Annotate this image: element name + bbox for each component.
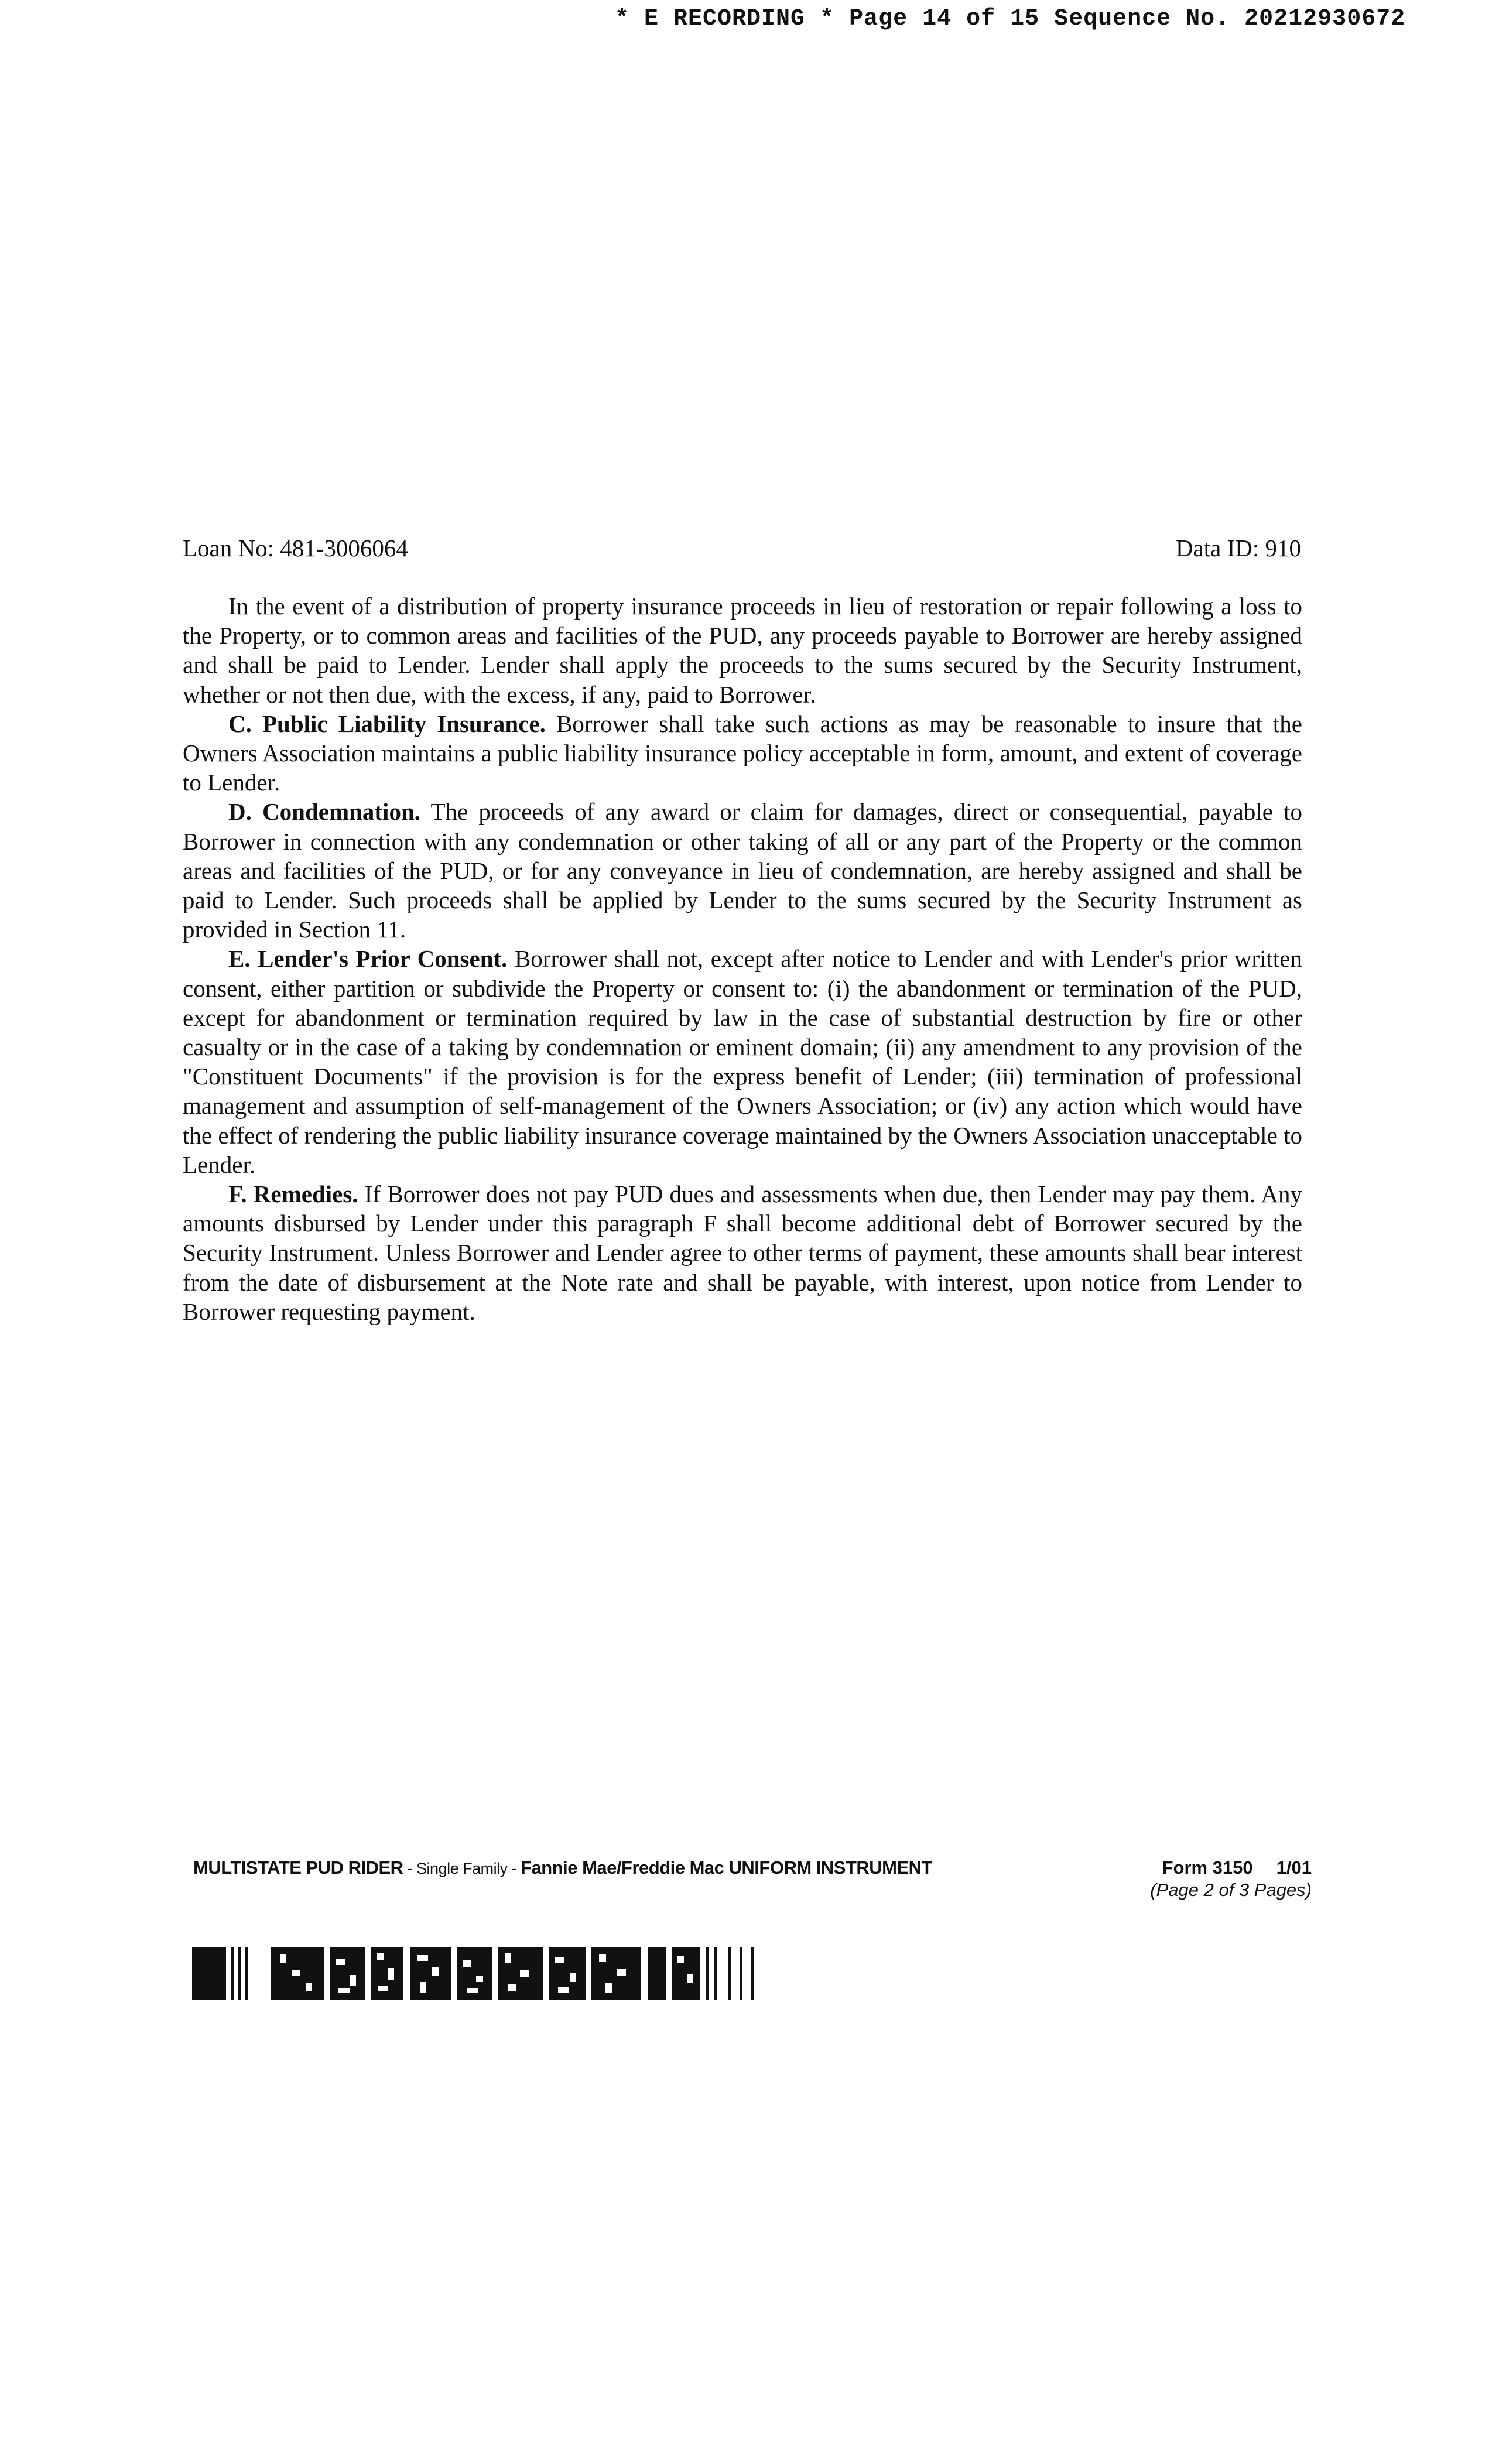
paragraph-c-public-liability [183, 709, 1302, 798]
heading-d: D. Condemnation. [228, 798, 421, 826]
footer-form-info [1130, 1857, 1312, 1901]
footer-title-part-3: Fannie Mae/Freddie Mac UNIFORM INSTRUMENT [521, 1857, 932, 1878]
text-e: Borrower shall not, except after notice to Lender and with Lender's prior written consent, either partition or subdivide the Property or consent to: (i) the abandonment or termination of the PUD, except for abandonment or termination required by law in the case of substantial destruction by fire or other casualty or in the case of a taking by condemnation or eminent domain; (ii) any amendment to any provision of the "Constituent Documents" if the provision is for the express benefit of Lender; (iii) termination of professional management and assumption of self-management of the Owners Association; or (iv) any action which would have the effect of rendering the public liability insurance coverage maintained by the Owners Association unacceptable to Lender. [183, 945, 1302, 1178]
paragraph-e-prior-consent [183, 944, 1302, 1179]
text-f: If Borrower does not pay PUD dues and assessments when due, then Lender may pay them. Any amounts disbursed by Lender under this paragraph F shall become additional debt of Borrower secured by the Security Instrument. Unless Borrower and Lender agree to other terms of payment, these amounts shall bear interest from the date of disbursement at the Note rate and shall be payable, with interest, upon notice from Lender to Borrower requesting payment. [183, 1180, 1302, 1325]
page-count: (Page 2 of 3 Pages) [1150, 1880, 1312, 1900]
paragraph-insurance-proceeds: In the event of a distribution of property insurance proceeds in lieu of restoration or repair following a loss to the Property, or to common areas and facilities of the PUD, any proceeds payable to Borrower are hereby assigned and shall be paid to Lender. Lender shall apply the proceeds to the sums secured by the Security Instrument, whether or not then due, with the excess, if any, paid to Borrower. [183, 593, 1302, 708]
barcode-image [192, 1947, 781, 2000]
data-id: Data ID: 910 [1175, 535, 1301, 562]
footer-title-part-1: MULTISTATE PUD RIDER [193, 1857, 403, 1878]
footer-rider-title [193, 1857, 932, 1878]
text-d: The proceeds of any award or claim for damages, direct or consequential, payable to Borrower in connection with any condemnation or other taking of all or any part of the Property or the common areas and facilities of the PUD, or for any conveyance in lieu of condemnation, are hereby assigned and shall be paid to Lender. Such proceeds shall be applied by Lender to the sums secured by the Security Instrument as provided in Section 11. [183, 798, 1302, 943]
text-c: Borrower shall take such actions as may be reasonable to insure that the Owners Association maintains a public liability insurance policy acceptable in form, amount, and extent of coverage to Lender. [183, 710, 1303, 796]
heading-e: E. Lender's Prior Consent. [228, 945, 508, 973]
loan-info-line [183, 534, 1301, 562]
form-number-line [1130, 1857, 1312, 1878]
form-date: 1/01 [1276, 1857, 1312, 1878]
footer-title-part-2: - Single Family - [403, 1860, 521, 1877]
rider-body [183, 591, 1302, 1326]
paragraph-d-condemnation [183, 797, 1302, 944]
paragraph-f-remedies [183, 1179, 1302, 1326]
heading-c: C. Public Liability Insurance. [228, 710, 546, 737]
heading-f: F. Remedies. [228, 1180, 358, 1208]
recording-header: * E RECORDING * Page 14 of 15 Sequence No. 20212930672 [615, 6, 1406, 32]
form-number: Form 3150 [1162, 1857, 1253, 1878]
loan-number: Loan No: 481-3006064 [183, 535, 408, 562]
